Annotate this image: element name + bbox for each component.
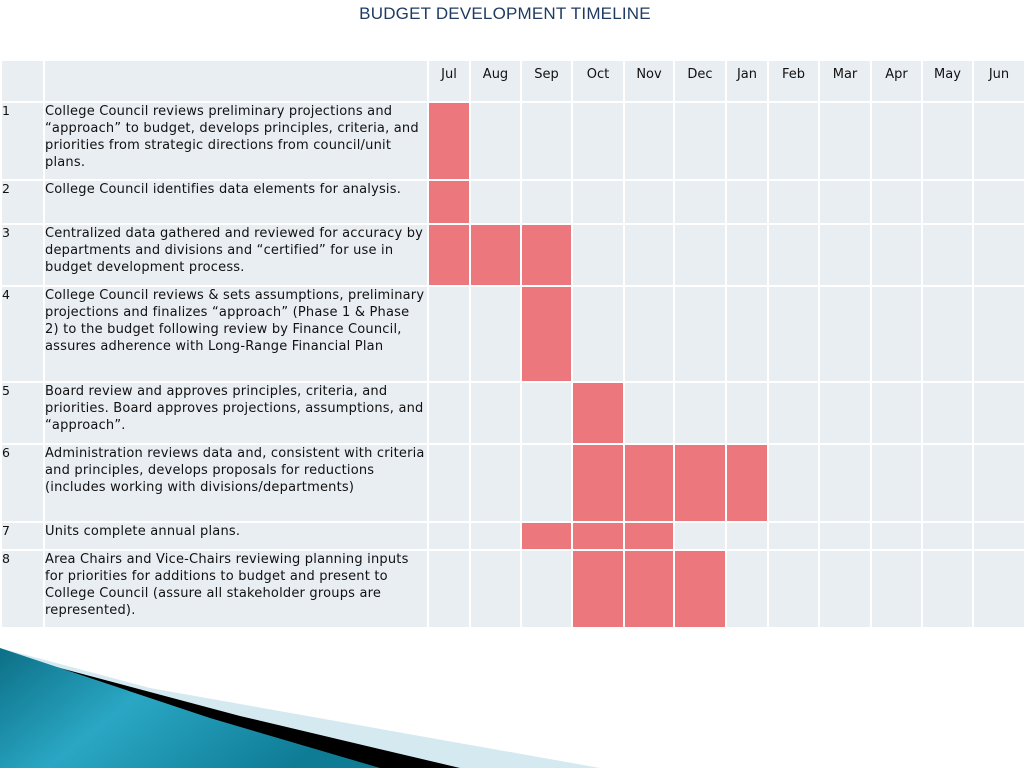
header-task-cell (44, 60, 428, 102)
timeline-empty-cell (768, 522, 819, 550)
timeline-empty-cell (819, 224, 871, 286)
timeline-empty-cell (674, 522, 726, 550)
timeline-empty-cell (470, 444, 521, 522)
timeline-empty-cell (624, 224, 674, 286)
timeline-empty-cell (768, 444, 819, 522)
timeline-empty-cell (871, 286, 922, 382)
timeline-empty-cell (572, 102, 624, 180)
task-number: 1 (1, 102, 44, 180)
timeline-empty-cell (871, 382, 922, 444)
timeline-empty-cell (768, 550, 819, 628)
timeline-bar-cell (428, 224, 470, 286)
table-row (1, 102, 1024, 180)
month-header: Sep (521, 60, 572, 102)
timeline-empty-cell (922, 180, 973, 224)
timeline-empty-cell (922, 382, 973, 444)
timeline-bar-cell (470, 224, 521, 286)
month-header: Nov (624, 60, 674, 102)
timeline-empty-cell (922, 522, 973, 550)
timeline-empty-cell (726, 522, 768, 550)
table-row (1, 550, 1024, 628)
table-row (1, 224, 1024, 286)
task-description: College Council reviews & sets assumptions, preliminary projections and finalizes “approach” (Phase 1 & Phase 2) to the budget following review by Finance Council, assures adherence with Long-Range Financial Plan (44, 286, 428, 382)
timeline-empty-cell (768, 224, 819, 286)
timeline-bar-cell (674, 444, 726, 522)
timeline-bar-cell (572, 550, 624, 628)
task-number: 4 (1, 286, 44, 382)
table-row (1, 286, 1024, 382)
timeline-empty-cell (624, 286, 674, 382)
timeline-empty-cell (973, 180, 1024, 224)
timeline-bar-cell (572, 522, 624, 550)
table-row (1, 180, 1024, 224)
timeline-empty-cell (973, 444, 1024, 522)
timeline-empty-cell (470, 382, 521, 444)
timeline-bar-cell (726, 444, 768, 522)
timeline-empty-cell (768, 286, 819, 382)
timeline-empty-cell (624, 102, 674, 180)
timeline-empty-cell (768, 102, 819, 180)
timeline-empty-cell (572, 224, 624, 286)
timeline-empty-cell (922, 550, 973, 628)
timeline-empty-cell (819, 382, 871, 444)
task-number: 7 (1, 522, 44, 550)
task-description: Board review and approves principles, criteria, and priorities. Board approves projections, assumptions, and “approach”. (44, 382, 428, 444)
timeline-empty-cell (973, 382, 1024, 444)
timeline-empty-cell (470, 550, 521, 628)
task-number: 2 (1, 180, 44, 224)
timeline-empty-cell (521, 444, 572, 522)
timeline-empty-cell (871, 180, 922, 224)
header-row (1, 60, 1024, 102)
timeline-bar-cell (521, 224, 572, 286)
timeline-empty-cell (470, 102, 521, 180)
task-number: 5 (1, 382, 44, 444)
timeline-empty-cell (819, 522, 871, 550)
table-row (1, 522, 1024, 550)
timeline-empty-cell (973, 286, 1024, 382)
timeline-empty-cell (726, 102, 768, 180)
timeline-bar-cell (428, 102, 470, 180)
month-header: Mar (819, 60, 871, 102)
timeline-empty-cell (572, 180, 624, 224)
timeline-empty-cell (768, 382, 819, 444)
timeline-empty-cell (871, 224, 922, 286)
timeline-empty-cell (819, 550, 871, 628)
month-header: Oct (572, 60, 624, 102)
timeline-bar-cell (572, 444, 624, 522)
timeline-empty-cell (521, 382, 572, 444)
timeline-empty-cell (726, 180, 768, 224)
task-number: 6 (1, 444, 44, 522)
timeline-empty-cell (428, 522, 470, 550)
task-description: Units complete annual plans. (44, 522, 428, 550)
timeline-empty-cell (521, 102, 572, 180)
timeline-empty-cell (624, 180, 674, 224)
timeline-empty-cell (726, 382, 768, 444)
timeline-empty-cell (521, 180, 572, 224)
timeline-table (0, 59, 1024, 629)
timeline-empty-cell (973, 522, 1024, 550)
timeline-empty-cell (726, 224, 768, 286)
timeline-empty-cell (674, 224, 726, 286)
month-header: May (922, 60, 973, 102)
page-title: BUDGET DEVELOPMENT TIMELINE (359, 4, 651, 23)
header-num-cell (1, 60, 44, 102)
timeline-empty-cell (572, 286, 624, 382)
timeline-empty-cell (726, 550, 768, 628)
timeline-empty-cell (819, 180, 871, 224)
timeline-empty-cell (768, 180, 819, 224)
timeline-bar-cell (521, 286, 572, 382)
timeline-empty-cell (674, 286, 726, 382)
task-description: Centralized data gathered and reviewed for accuracy by departments and divisions and “certified” for use in budget development process. (44, 224, 428, 286)
timeline-empty-cell (470, 180, 521, 224)
timeline-empty-cell (871, 522, 922, 550)
month-header: Jul (428, 60, 470, 102)
task-number: 3 (1, 224, 44, 286)
timeline-empty-cell (922, 286, 973, 382)
timeline-bar-cell (521, 522, 572, 550)
task-number: 8 (1, 550, 44, 628)
timeline-empty-cell (470, 522, 521, 550)
timeline-bar-cell (572, 382, 624, 444)
timeline-empty-cell (819, 444, 871, 522)
month-header: Jun (973, 60, 1024, 102)
timeline-bar-cell (624, 550, 674, 628)
timeline-empty-cell (726, 286, 768, 382)
timeline-bar-cell (624, 522, 674, 550)
timeline-empty-cell (973, 102, 1024, 180)
month-header: Aug (470, 60, 521, 102)
timeline-empty-cell (674, 382, 726, 444)
timeline-empty-cell (973, 224, 1024, 286)
timeline-bar-cell (674, 550, 726, 628)
timeline-empty-cell (428, 550, 470, 628)
task-description: College Council identifies data elements for analysis. (44, 180, 428, 224)
timeline-empty-cell (922, 102, 973, 180)
timeline-body (1, 102, 1024, 628)
timeline-bar-cell (624, 444, 674, 522)
timeline-empty-cell (428, 444, 470, 522)
task-description: Administration reviews data and, consistent with criteria and principles, develops proposals for reductions (includes working with divisions/departments) (44, 444, 428, 522)
table-row (1, 382, 1024, 444)
month-header: Dec (674, 60, 726, 102)
month-header: Jan (726, 60, 768, 102)
table-row (1, 444, 1024, 522)
timeline-empty-cell (521, 550, 572, 628)
timeline-empty-cell (674, 102, 726, 180)
decorative-swoosh (0, 640, 1024, 768)
task-description: College Council reviews preliminary projections and “approach” to budget, develops principles, criteria, and priorities from strategic directions from council/unit plans. (44, 102, 428, 180)
timeline-empty-cell (922, 224, 973, 286)
timeline-empty-cell (973, 550, 1024, 628)
timeline-empty-cell (922, 444, 973, 522)
timeline-empty-cell (871, 102, 922, 180)
month-header: Apr (871, 60, 922, 102)
timeline-empty-cell (871, 550, 922, 628)
task-description: Area Chairs and Vice-Chairs reviewing planning inputs for priorities for additions to budget and present to College Council (assure all stakeholder groups are represented). (44, 550, 428, 628)
timeline-empty-cell (470, 286, 521, 382)
timeline-empty-cell (428, 382, 470, 444)
timeline-empty-cell (674, 180, 726, 224)
timeline-empty-cell (624, 382, 674, 444)
timeline-empty-cell (428, 286, 470, 382)
month-header: Feb (768, 60, 819, 102)
timeline-empty-cell (819, 286, 871, 382)
timeline-empty-cell (819, 102, 871, 180)
timeline-bar-cell (428, 180, 470, 224)
timeline-empty-cell (871, 444, 922, 522)
